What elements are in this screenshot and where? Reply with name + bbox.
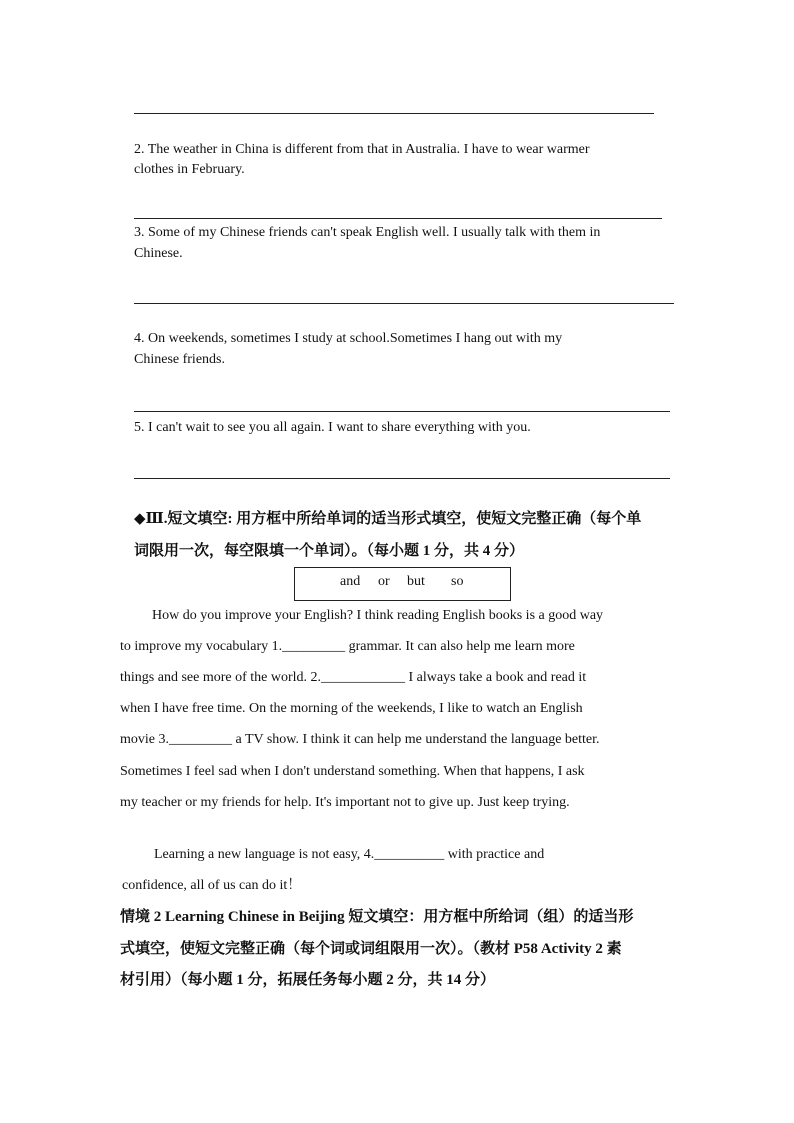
- section-iii-heading-line-2: 词限用一次，每空限填一个单词）。（每小题 1 分，共 4 分）: [134, 543, 525, 559]
- passage-line-2: to improve my vocabulary 1._________ grammar. It can also help me learn more: [120, 639, 575, 654]
- word-but: but: [407, 574, 425, 589]
- answer-line-2[interactable]: [134, 218, 662, 219]
- word-so: so: [451, 574, 464, 589]
- answer-line-4[interactable]: [134, 411, 670, 412]
- passage-line-4: when I have free time. On the morning of the weekends, I like to watch an English: [120, 701, 583, 716]
- situation-2-line-2: 式填空，使短文完整正确（每个词或词组限用一次）。（教材 P58 Activity 2 素: [120, 941, 622, 957]
- passage2-line-2: confidence, all of us can do it！: [122, 878, 302, 893]
- passage-line-6: Sometimes I feel sad when I don't understand something. When that happens, I ask: [120, 764, 585, 779]
- situation-2-line-1: 情境 2 Learning Chinese in Beijing 短文填空：用方框中所给词（组）的适当形: [120, 909, 634, 925]
- passage-line-3: things and see more of the world. 2.____________ I always take a book and read it: [120, 670, 587, 685]
- passage2-line-1: Learning a new language is not easy, 4.__________ with practice and: [154, 847, 545, 862]
- answer-line-1[interactable]: [134, 113, 654, 114]
- word-or: or: [378, 574, 390, 589]
- situation-2-line-3: 材引用）（每小题 1 分，拓展任务每小题 2 分，共 14 分）: [120, 972, 496, 988]
- answer-line-5[interactable]: [134, 478, 670, 479]
- passage-line-7: my teacher or my friends for help. It's important not to give up. Just keep trying.: [120, 795, 570, 810]
- item-3-line-2: Chinese.: [134, 246, 183, 261]
- item-3-line-1: 3. Some of my Chinese friends can't speak English well. I usually talk with them in: [134, 225, 601, 240]
- passage-line-5: movie 3._________ a TV show. I think it can help me understand the language better.: [120, 732, 600, 747]
- word-and: and: [340, 574, 361, 589]
- word-box: [294, 567, 511, 601]
- answer-line-3[interactable]: [134, 303, 674, 304]
- item-2-line-2: clothes in February.: [134, 162, 245, 177]
- item-4-line-2: Chinese friends.: [134, 352, 225, 367]
- item-5-line-1: 5. I can't wait to see you all again. I want to share everything with you.: [134, 420, 531, 435]
- item-4-line-1: 4. On weekends, sometimes I study at school.Sometimes I hang out with my: [134, 331, 563, 346]
- item-2-line-1: 2. The weather in China is different from that in Australia. I have to wear warmer: [134, 142, 590, 157]
- passage-line-1: How do you improve your English? I think reading English books is a good way: [152, 608, 604, 623]
- section-iii-heading-line-1: ◆Ⅲ.短文填空: 用方框中所给单词的适当形式填空，使短文完整正确（每个单: [134, 511, 642, 527]
